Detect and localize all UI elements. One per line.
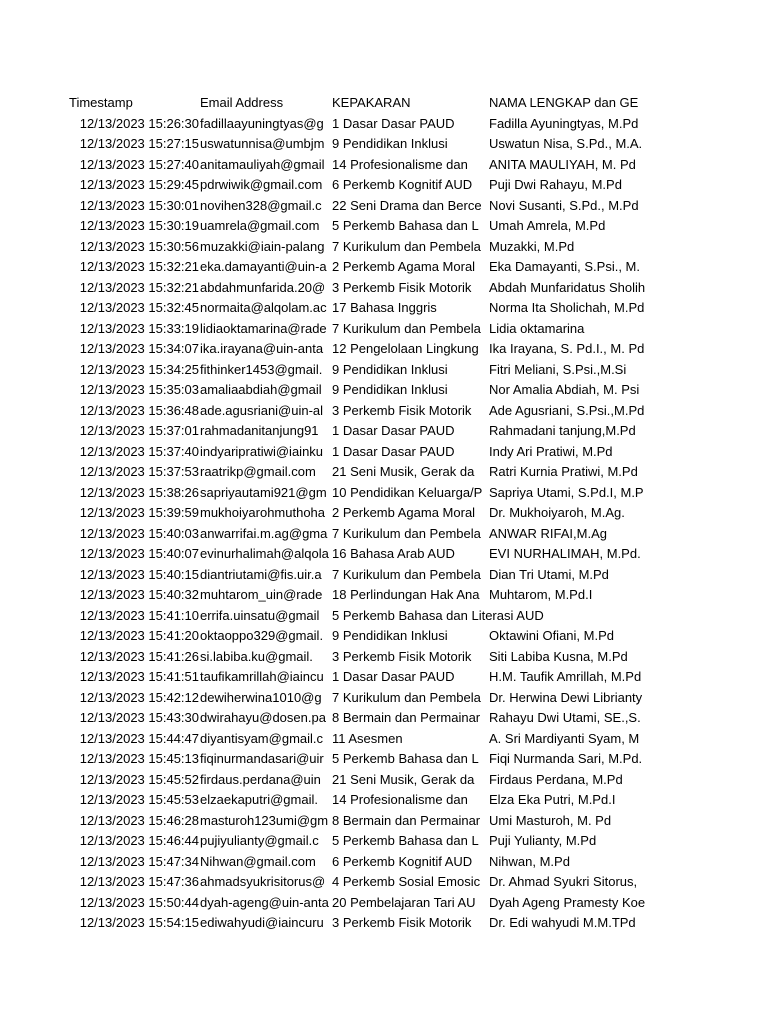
email-cell[interactable]: errifa.uinsatu@gmail bbox=[200, 607, 320, 623]
timestamp-cell[interactable]: 12/13/2023 15:40:15 bbox=[79, 566, 199, 582]
header-row bbox=[66, 93, 652, 114]
table-row bbox=[66, 913, 652, 934]
timestamp-cell[interactable]: 12/13/2023 15:37:40 bbox=[79, 443, 199, 459]
timestamp-cell[interactable]: 12/13/2023 15:47:36 bbox=[79, 874, 199, 889]
email-cell[interactable]: pujiyulianty@gmail.c bbox=[200, 833, 319, 848]
kepakaran-cell[interactable]: 7 Kurikulum dan Pembela bbox=[332, 320, 481, 336]
timestamp-cell[interactable]: 12/13/2023 15:30:19 bbox=[79, 218, 199, 233]
nama-cell[interactable]: ANWAR RIFAI,M.Ag bbox=[489, 525, 607, 541]
nama-cell[interactable]: Elza Eka Putri, M.Pd.I bbox=[489, 792, 616, 807]
kepakaran-cell[interactable]: 2 Perkemb Agama Moral bbox=[332, 259, 476, 274]
nama-cell[interactable]: Firdaus Perdana, M.Pd bbox=[489, 771, 623, 787]
table-row bbox=[66, 462, 652, 483]
kepakaran-cell[interactable]: 9 Pendidikan Inklusi bbox=[332, 382, 448, 397]
email-cell[interactable]: fiqinurmandasari@uir bbox=[200, 751, 324, 766]
nama-cell[interactable]: Novi Susanti, S.Pd., M.Pd bbox=[489, 197, 639, 213]
table-row bbox=[66, 749, 652, 770]
kepakaran-cell[interactable]: 3 Perkemb Fisik Motorik bbox=[332, 648, 472, 664]
table-row bbox=[66, 298, 652, 319]
table-row bbox=[66, 237, 652, 258]
table-row bbox=[66, 339, 652, 360]
kepakaran-cell[interactable]: 5 Perkemb Bahasa dan L bbox=[332, 833, 479, 848]
email-cell[interactable]: lidiaoktamarina@rade bbox=[200, 320, 327, 336]
nama-cell[interactable]: Abdah Munfaridatus Sholih bbox=[489, 279, 646, 295]
kepakaran-cell[interactable]: 8 Bermain dan Permainar bbox=[332, 710, 481, 725]
kepakaran-cell[interactable]: 17 Bahasa Inggris bbox=[332, 300, 437, 315]
nama-cell[interactable]: A. Sri Mardiyanti Syam, M bbox=[489, 730, 640, 746]
timestamp-cell[interactable]: 12/13/2023 15:39:59 bbox=[79, 505, 199, 520]
timestamp-cell[interactable]: 12/13/2023 15:41:51 bbox=[79, 669, 199, 684]
nama-cell[interactable]: Siti Labiba Kusna, M.Pd bbox=[489, 648, 628, 664]
timestamp-cell[interactable]: 12/13/2023 15:41:20 bbox=[79, 628, 199, 643]
timestamp-cell[interactable]: 12/13/2023 15:32:21 bbox=[79, 279, 199, 295]
nama-cell[interactable]: EVI NURHALIMAH, M.Pd. bbox=[489, 546, 641, 561]
table-row bbox=[66, 196, 652, 217]
table-row bbox=[66, 442, 652, 463]
spreadsheet-table bbox=[66, 93, 652, 934]
kepakaran-cell[interactable]: 6 Perkemb Kognitif AUD bbox=[332, 177, 473, 192]
timestamp-cell[interactable]: 12/13/2023 15:36:48 bbox=[79, 402, 199, 418]
email-cell[interactable]: dewiherwina1010@g bbox=[200, 689, 322, 705]
email-cell[interactable]: muhtarom_uin@rade bbox=[200, 587, 323, 602]
nama-cell[interactable]: Nor Amalia Abdiah, M. Psi bbox=[489, 382, 640, 397]
timestamp-cell[interactable]: 12/13/2023 15:32:21 bbox=[79, 259, 199, 274]
nama-cell[interactable]: Fadilla Ayuningtyas, M.Pd bbox=[489, 115, 639, 131]
kepakaran-cell[interactable]: 1 Dasar Dasar PAUD bbox=[332, 423, 455, 438]
nama-cell[interactable]: Umi Masturoh, M. Pd bbox=[489, 812, 612, 828]
kepakaran-cell[interactable]: 1 Dasar Dasar PAUD bbox=[332, 443, 455, 459]
timestamp-cell[interactable]: 12/13/2023 15:46:28 bbox=[79, 812, 199, 828]
email-cell[interactable]: uamrela@gmail.com bbox=[200, 218, 320, 233]
table-row bbox=[66, 688, 652, 709]
email-cell[interactable]: normaita@alqolam.ac bbox=[200, 300, 327, 315]
email-cell[interactable]: fadillaayuningtyas@g bbox=[200, 115, 324, 131]
timestamp-cell[interactable]: 12/13/2023 15:40:32 bbox=[79, 587, 199, 602]
table-row bbox=[66, 524, 652, 545]
table-row bbox=[66, 360, 652, 381]
email-cell[interactable]: masturoh123umi@gm bbox=[200, 812, 329, 828]
kepakaran-cell[interactable]: 3 Perkemb Fisik Motorik bbox=[332, 915, 472, 930]
table-body bbox=[66, 114, 652, 934]
nama-cell[interactable]: Dr. Herwina Dewi Librianty bbox=[489, 689, 643, 705]
nama-cell[interactable]: Rahmadani tanjung,M.Pd bbox=[489, 423, 636, 438]
timestamp-cell[interactable]: 12/13/2023 15:54:15 bbox=[79, 915, 199, 930]
email-cell[interactable]: rahmadanitanjung91 bbox=[200, 423, 319, 438]
nama-cell[interactable]: Eka Damayanti, S.Psi., M. bbox=[489, 259, 640, 274]
kepakaran-cell[interactable]: 3 Perkemb Fisik Motorik bbox=[332, 402, 472, 418]
kepakaran-cell[interactable]: 6 Perkemb Kognitif AUD bbox=[332, 853, 473, 869]
table-row bbox=[66, 483, 652, 504]
nama-cell[interactable]: Ade Agusriani, S.Psi.,M.Pd bbox=[489, 402, 645, 418]
email-cell[interactable]: pdrwiwik@gmail.com bbox=[200, 177, 323, 192]
email-cell[interactable]: si.labiba.ku@gmail. bbox=[200, 648, 313, 664]
table-row bbox=[66, 770, 652, 791]
email-cell[interactable]: diantriutami@fis.uir.a bbox=[200, 566, 322, 582]
email-cell[interactable]: anitamauliyah@gmail bbox=[200, 156, 325, 172]
kepakaran-cell[interactable]: 9 Pendidikan Inklusi bbox=[332, 136, 448, 151]
table-row bbox=[66, 626, 652, 647]
kepakaran-cell[interactable]: 22 Seni Drama dan Berce bbox=[332, 197, 482, 213]
email-cell[interactable]: ediwahyudi@iaincuru bbox=[200, 915, 324, 930]
kepakaran-cell[interactable]: 11 Asesmen bbox=[332, 730, 403, 746]
email-cell[interactable]: raatrikp@gmail.com bbox=[200, 464, 316, 479]
table-row bbox=[66, 544, 652, 565]
table-row bbox=[66, 401, 652, 422]
nama-cell[interactable]: Muzakki, M.Pd bbox=[489, 238, 575, 254]
timestamp-cell[interactable]: 12/13/2023 15:38:26 bbox=[79, 484, 199, 500]
timestamp-cell[interactable]: 12/13/2023 15:43:30 bbox=[79, 710, 199, 725]
nama-cell[interactable]: Puji Yulianty, M.Pd bbox=[489, 833, 597, 848]
email-cell[interactable]: mukhoiyarohmuthoha bbox=[200, 505, 326, 520]
timestamp-cell[interactable]: 12/13/2023 15:47:34 bbox=[79, 853, 199, 869]
nama-cell[interactable]: Dr. Mukhoiyaroh, M.Ag. bbox=[489, 505, 625, 520]
timestamp-cell[interactable]: 12/13/2023 15:42:12 bbox=[79, 689, 199, 705]
email-cell[interactable]: abdahmunfarida.20@ bbox=[200, 279, 326, 295]
table-row bbox=[66, 380, 652, 401]
kepakaran-cell[interactable]: 20 Pembelajaran Tari AU bbox=[332, 894, 476, 910]
table-row bbox=[66, 729, 652, 750]
nama-cell[interactable]: Ratri Kurnia Pratiwi, M.Pd bbox=[489, 464, 638, 479]
nama-cell[interactable]: H.M. Taufik Amrillah, M.Pd bbox=[489, 669, 642, 684]
timestamp-cell[interactable]: 12/13/2023 15:33:19 bbox=[79, 320, 199, 336]
header-kepakaran[interactable]: KEPAKARAN bbox=[332, 95, 411, 110]
email-cell[interactable]: uswatunnisa@umbjm bbox=[200, 136, 325, 151]
email-cell[interactable]: ade.agusriani@uin-al bbox=[200, 402, 324, 418]
nama-cell[interactable]: Oktawini Ofiani, M.Pd bbox=[489, 628, 614, 643]
kepakaran-cell[interactable]: 7 Kurikulum dan Pembela bbox=[332, 525, 481, 541]
email-cell[interactable]: ahmadsyukrisitorus@ bbox=[200, 874, 326, 889]
timestamp-cell[interactable]: 12/13/2023 15:41:10 bbox=[79, 607, 199, 623]
table-row bbox=[66, 811, 652, 832]
kepakaran-cell[interactable]: 9 Pendidikan Inklusi bbox=[332, 361, 448, 377]
nama-cell[interactable]: Nihwan, M.Pd bbox=[489, 853, 570, 869]
nama-cell[interactable]: Rahayu Dwi Utami, SE.,S. bbox=[489, 710, 641, 725]
nama-cell[interactable]: Fitri Meliani, S.Psi.,M.Si bbox=[489, 361, 627, 377]
nama-cell[interactable]: Dyah Ageng Pramesty Koe bbox=[489, 894, 646, 910]
timestamp-cell[interactable]: 12/13/2023 15:41:26 bbox=[79, 648, 199, 664]
table-row bbox=[66, 852, 652, 873]
nama-cell[interactable]: Puji Dwi Rahayu, M.Pd bbox=[489, 177, 622, 192]
email-cell[interactable]: Nihwan@gmail.com bbox=[200, 853, 316, 869]
kepakaran-cell[interactable]: 14 Profesionalisme dan bbox=[332, 156, 468, 172]
table-row bbox=[66, 831, 652, 852]
nama-cell[interactable]: ANITA MAULIYAH, M. Pd bbox=[489, 156, 636, 172]
table-row bbox=[66, 647, 652, 668]
email-cell[interactable]: taufikamrillah@iaincu bbox=[200, 669, 324, 684]
timestamp-cell[interactable]: 12/13/2023 15:45:52 bbox=[79, 771, 199, 787]
email-cell[interactable]: muzakki@iain-palang bbox=[200, 238, 325, 254]
kepakaran-cell[interactable]: 7 Kurikulum dan Pembela bbox=[332, 238, 481, 254]
table-row bbox=[66, 175, 652, 196]
email-cell[interactable]: anwarrifai.m.ag@gma bbox=[200, 525, 328, 541]
kepakaran-cell[interactable]: 14 Profesionalisme dan bbox=[332, 792, 468, 807]
nama-cell[interactable]: Fiqi Nurmanda Sari, M.Pd. bbox=[489, 751, 643, 766]
nama-cell[interactable] bbox=[489, 606, 652, 627]
table-row bbox=[66, 155, 652, 176]
table-row bbox=[66, 134, 652, 155]
timestamp-cell[interactable]: 12/13/2023 15:29:45 bbox=[79, 177, 199, 192]
timestamp-cell[interactable]: 12/13/2023 15:50:44 bbox=[79, 894, 199, 910]
timestamp-cell[interactable]: 12/13/2023 15:27:40 bbox=[79, 156, 199, 172]
nama-cell[interactable]: Muhtarom, M.Pd.I bbox=[489, 587, 593, 602]
email-cell[interactable]: ika.irayana@uin-anta bbox=[200, 341, 324, 356]
email-cell[interactable]: fithinker1453@gmail. bbox=[200, 361, 323, 377]
timestamp-cell[interactable]: 12/13/2023 15:40:07 bbox=[79, 546, 199, 561]
timestamp-cell[interactable]: 12/13/2023 15:45:13 bbox=[79, 751, 199, 766]
email-cell[interactable]: elzaekaputri@gmail. bbox=[200, 792, 318, 807]
nama-cell[interactable]: Lidia oktamarina bbox=[489, 320, 585, 336]
kepakaran-cell[interactable]: 10 Pendidikan Keluarga/P bbox=[332, 484, 483, 500]
timestamp-cell[interactable]: 12/13/2023 15:45:53 bbox=[79, 792, 199, 807]
nama-cell[interactable]: Dr. Edi wahyudi M.M.TPd bbox=[489, 915, 636, 930]
table-row bbox=[66, 872, 652, 893]
email-cell[interactable]: dwirahayu@dosen.pa bbox=[200, 710, 326, 725]
kepakaran-cell[interactable]: 2 Perkemb Agama Moral bbox=[332, 505, 476, 520]
email-cell[interactable]: eka.damayanti@uin-a bbox=[200, 259, 327, 274]
table-row bbox=[66, 565, 652, 586]
kepakaran-cell[interactable]: 16 Bahasa Arab AUD bbox=[332, 546, 455, 561]
header-email[interactable]: Email Address bbox=[200, 95, 284, 110]
table-row bbox=[66, 503, 652, 524]
nama-cell[interactable]: Ika Irayana, S. Pd.I., M. Pd bbox=[489, 341, 645, 356]
email-cell[interactable]: indyaripratiwi@iainku bbox=[200, 443, 324, 459]
kepakaran-cell[interactable]: 1 Dasar Dasar PAUD bbox=[332, 115, 455, 131]
email-cell[interactable]: sapriyautami921@gm bbox=[200, 484, 327, 500]
timestamp-cell[interactable]: 12/13/2023 15:30:01 bbox=[79, 197, 199, 213]
timestamp-cell[interactable]: 12/13/2023 15:44:47 bbox=[79, 730, 199, 746]
kepakaran-cell[interactable]: 4 Perkemb Sosial Emosic bbox=[332, 874, 481, 889]
kepakaran-cell[interactable]: 7 Kurikulum dan Pembela bbox=[332, 566, 481, 582]
table-row bbox=[66, 893, 652, 914]
kepakaran-cell[interactable]: 5 Perkemb Bahasa dan Literasi AUD bbox=[332, 607, 544, 623]
timestamp-cell[interactable]: 12/13/2023 15:32:45 bbox=[79, 300, 199, 315]
kepakaran-cell[interactable]: 3 Perkemb Fisik Motorik bbox=[332, 279, 472, 295]
timestamp-cell[interactable]: 12/13/2023 15:35:03 bbox=[79, 382, 199, 397]
email-cell[interactable]: novihen328@gmail.c bbox=[200, 197, 322, 213]
kepakaran-cell[interactable]: 5 Perkemb Bahasa dan L bbox=[332, 751, 479, 766]
timestamp-cell[interactable]: 12/13/2023 15:34:25 bbox=[79, 361, 199, 377]
kepakaran-cell[interactable]: 5 Perkemb Bahasa dan L bbox=[332, 218, 479, 233]
email-cell[interactable]: evinurhalimah@alqola bbox=[200, 546, 329, 561]
table-row bbox=[66, 790, 652, 811]
email-cell[interactable]: oktaoppo329@gmail. bbox=[200, 628, 324, 643]
kepakaran-cell[interactable]: 12 Pengelolaan Lingkung bbox=[332, 341, 479, 356]
kepakaran-cell[interactable]: 21 Seni Musik, Gerak da bbox=[332, 771, 475, 787]
table-row bbox=[66, 421, 652, 442]
timestamp-cell[interactable]: 12/13/2023 15:37:01 bbox=[79, 423, 199, 438]
table-row bbox=[66, 708, 652, 729]
nama-cell[interactable]: Dr. Ahmad Syukri Sitorus, bbox=[489, 874, 638, 889]
email-cell[interactable]: diyantisyam@gmail.c bbox=[200, 730, 324, 746]
kepakaran-cell[interactable]: 18 Perlindungan Hak Ana bbox=[332, 587, 480, 602]
timestamp-cell[interactable]: 12/13/2023 15:37:53 bbox=[79, 464, 199, 479]
kepakaran-cell[interactable]: 1 Dasar Dasar PAUD bbox=[332, 669, 455, 684]
timestamp-cell[interactable]: 12/13/2023 15:30:56 bbox=[79, 238, 199, 254]
email-cell[interactable]: amaliaabdiah@gmail bbox=[200, 382, 322, 397]
table-row bbox=[66, 667, 652, 688]
email-cell[interactable]: firdaus.perdana@uin bbox=[200, 771, 321, 787]
timestamp-cell[interactable]: 12/13/2023 15:46:44 bbox=[79, 833, 199, 848]
timestamp-cell[interactable]: 12/13/2023 15:27:15 bbox=[79, 136, 199, 151]
kepakaran-cell[interactable]: 9 Pendidikan Inklusi bbox=[332, 628, 448, 643]
table-row bbox=[66, 257, 652, 278]
timestamp-cell[interactable]: 12/13/2023 15:40:03 bbox=[79, 525, 199, 541]
table-row bbox=[66, 114, 652, 135]
nama-cell[interactable]: Uswatun Nisa, S.Pd., M.A. bbox=[489, 136, 643, 151]
table-row bbox=[66, 585, 652, 606]
nama-cell[interactable]: Indy Ari Pratiwi, M.Pd bbox=[489, 443, 613, 459]
kepakaran-cell[interactable]: 21 Seni Musik, Gerak da bbox=[332, 464, 475, 479]
nama-cell[interactable]: Dian Tri Utami, M.Pd bbox=[489, 566, 609, 582]
header-timestamp[interactable]: Timestamp bbox=[69, 95, 133, 110]
nama-cell[interactable]: Sapriya Utami, S.Pd.I, M.P bbox=[489, 484, 644, 500]
kepakaran-cell[interactable]: 7 Kurikulum dan Pembela bbox=[332, 689, 481, 705]
header-nama[interactable]: NAMA LENGKAP dan GE bbox=[489, 95, 639, 110]
table-row bbox=[66, 319, 652, 340]
kepakaran-cell[interactable]: 8 Bermain dan Permainar bbox=[332, 812, 481, 828]
email-cell[interactable]: dyah-ageng@uin-anta bbox=[200, 894, 329, 910]
nama-cell[interactable]: Umah Amrela, M.Pd bbox=[489, 218, 606, 233]
table-row bbox=[66, 606, 652, 627]
table-row bbox=[66, 278, 652, 299]
timestamp-cell[interactable]: 12/13/2023 15:34:07 bbox=[79, 341, 199, 356]
nama-cell[interactable]: Norma Ita Sholichah, M.Pd bbox=[489, 300, 645, 315]
table-row bbox=[66, 216, 652, 237]
timestamp-cell[interactable]: 12/13/2023 15:26:30 bbox=[79, 115, 199, 131]
